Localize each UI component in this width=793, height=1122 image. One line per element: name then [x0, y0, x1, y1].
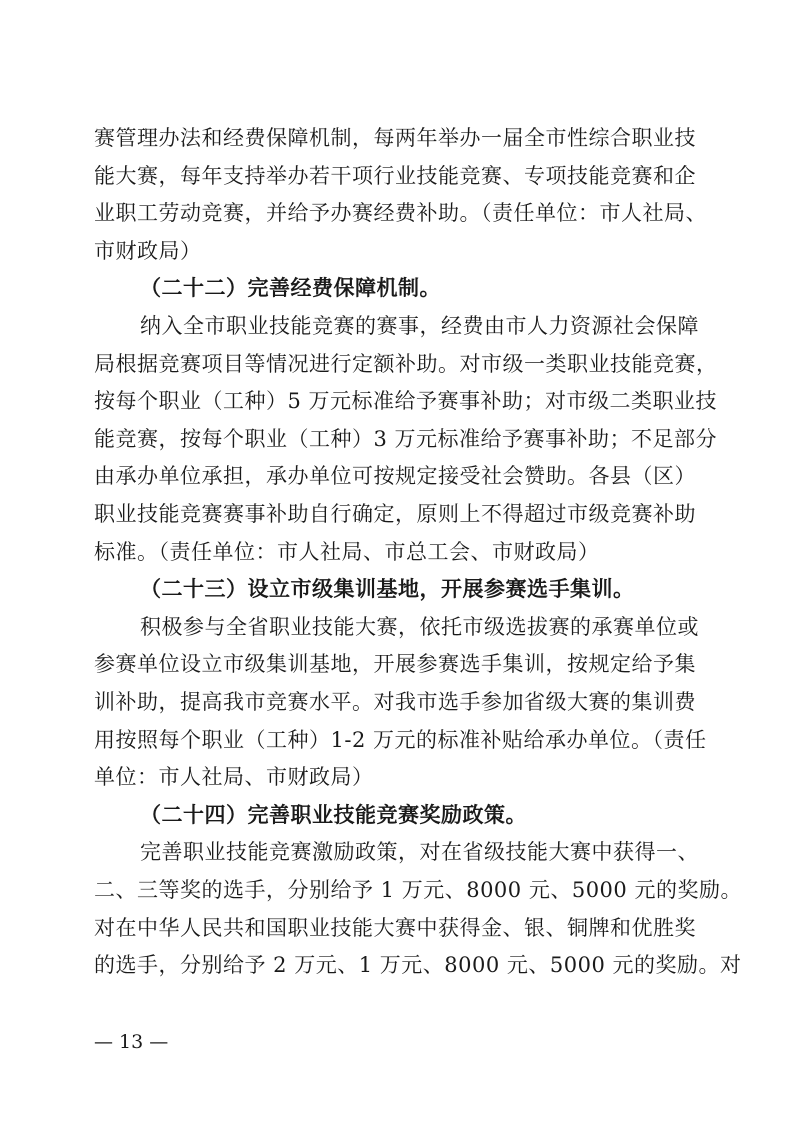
paragraph-line: 职业技能竞赛赛事补助自行确定，原则上不得超过市级竞赛补助 [94, 502, 696, 526]
paragraph-line: 完善职业技能竞赛激励政策，对在省级技能大赛中获得一、 [140, 840, 699, 865]
paragraph-line: 按每个职业（工种）5 万元标准给予赛事补助；对市级二类职业技 [94, 389, 718, 414]
page-number: — 13 — [94, 1031, 169, 1053]
paragraph-line: 由承办单位承担，承办单位可按规定接受社会赞助。各县（区） [94, 464, 696, 489]
paragraph-line: 训补助，提高我市竞赛水平。对我市选手参加省级大赛的集训费 [94, 690, 696, 714]
section-heading-22: （二十二）完善经费保障机制。 [140, 276, 441, 301]
paragraph-line: 二、三等奖的选手，分别给予 1 万元、8000 元、5000 元的奖励。 [94, 878, 742, 902]
paragraph-line: 用按照每个职业（工种）1-2 万元的标准补贴给承办单位。（责任 [94, 727, 707, 752]
section-heading-24: （二十四）完善职业技能竞赛奖励政策。 [140, 802, 527, 827]
paragraph-line: 业职工劳动竞赛，并给予办赛经费补助。（责任单位：市人社局、 [94, 201, 707, 226]
paragraph-line: 市财政局） [94, 238, 202, 263]
paragraph-line: 标准。（责任单位：市人社局、市总工会、市财政局） [94, 539, 600, 564]
paragraph-line: 局根据竞赛项目等情况进行定额补助。对市级一类职业技能竞赛， [94, 351, 718, 376]
paragraph-line: 参赛单位设立市级集训基地，开展参赛选手集训，按规定给予集 [94, 652, 696, 677]
section-heading-23: （二十三）设立市级集训基地，开展参赛选手集训。 [140, 577, 635, 602]
paragraph-line: 纳入全市职业技能竞赛的赛事，经费由市人力资源社会保障 [140, 314, 699, 338]
paragraph-line: 对在中华人民共和国职业技能大赛中获得金、银、铜牌和优胜奖 [94, 915, 696, 940]
paragraph-line: 积极参与全省职业技能大赛，依托市级选拔赛的承赛单位或 [140, 614, 699, 639]
paragraph-line: 单位：市人社局、市财政局） [94, 765, 374, 790]
paragraph-line: 能竞赛，按每个职业（工种）3 万元标准给予赛事补助；不足部分 [94, 426, 718, 451]
paragraph-line: 赛管理办法和经费保障机制，每两年举办一届全市性综合职业技 [94, 126, 696, 150]
paragraph-line: 能大赛，每年支持举办若干项行业技能竞赛、专项技能竞赛和企 [94, 163, 696, 188]
paragraph-line: 的选手，分别给予 2 万元、1 万元、8000 元、5000 元的奖励。对 [94, 953, 742, 978]
